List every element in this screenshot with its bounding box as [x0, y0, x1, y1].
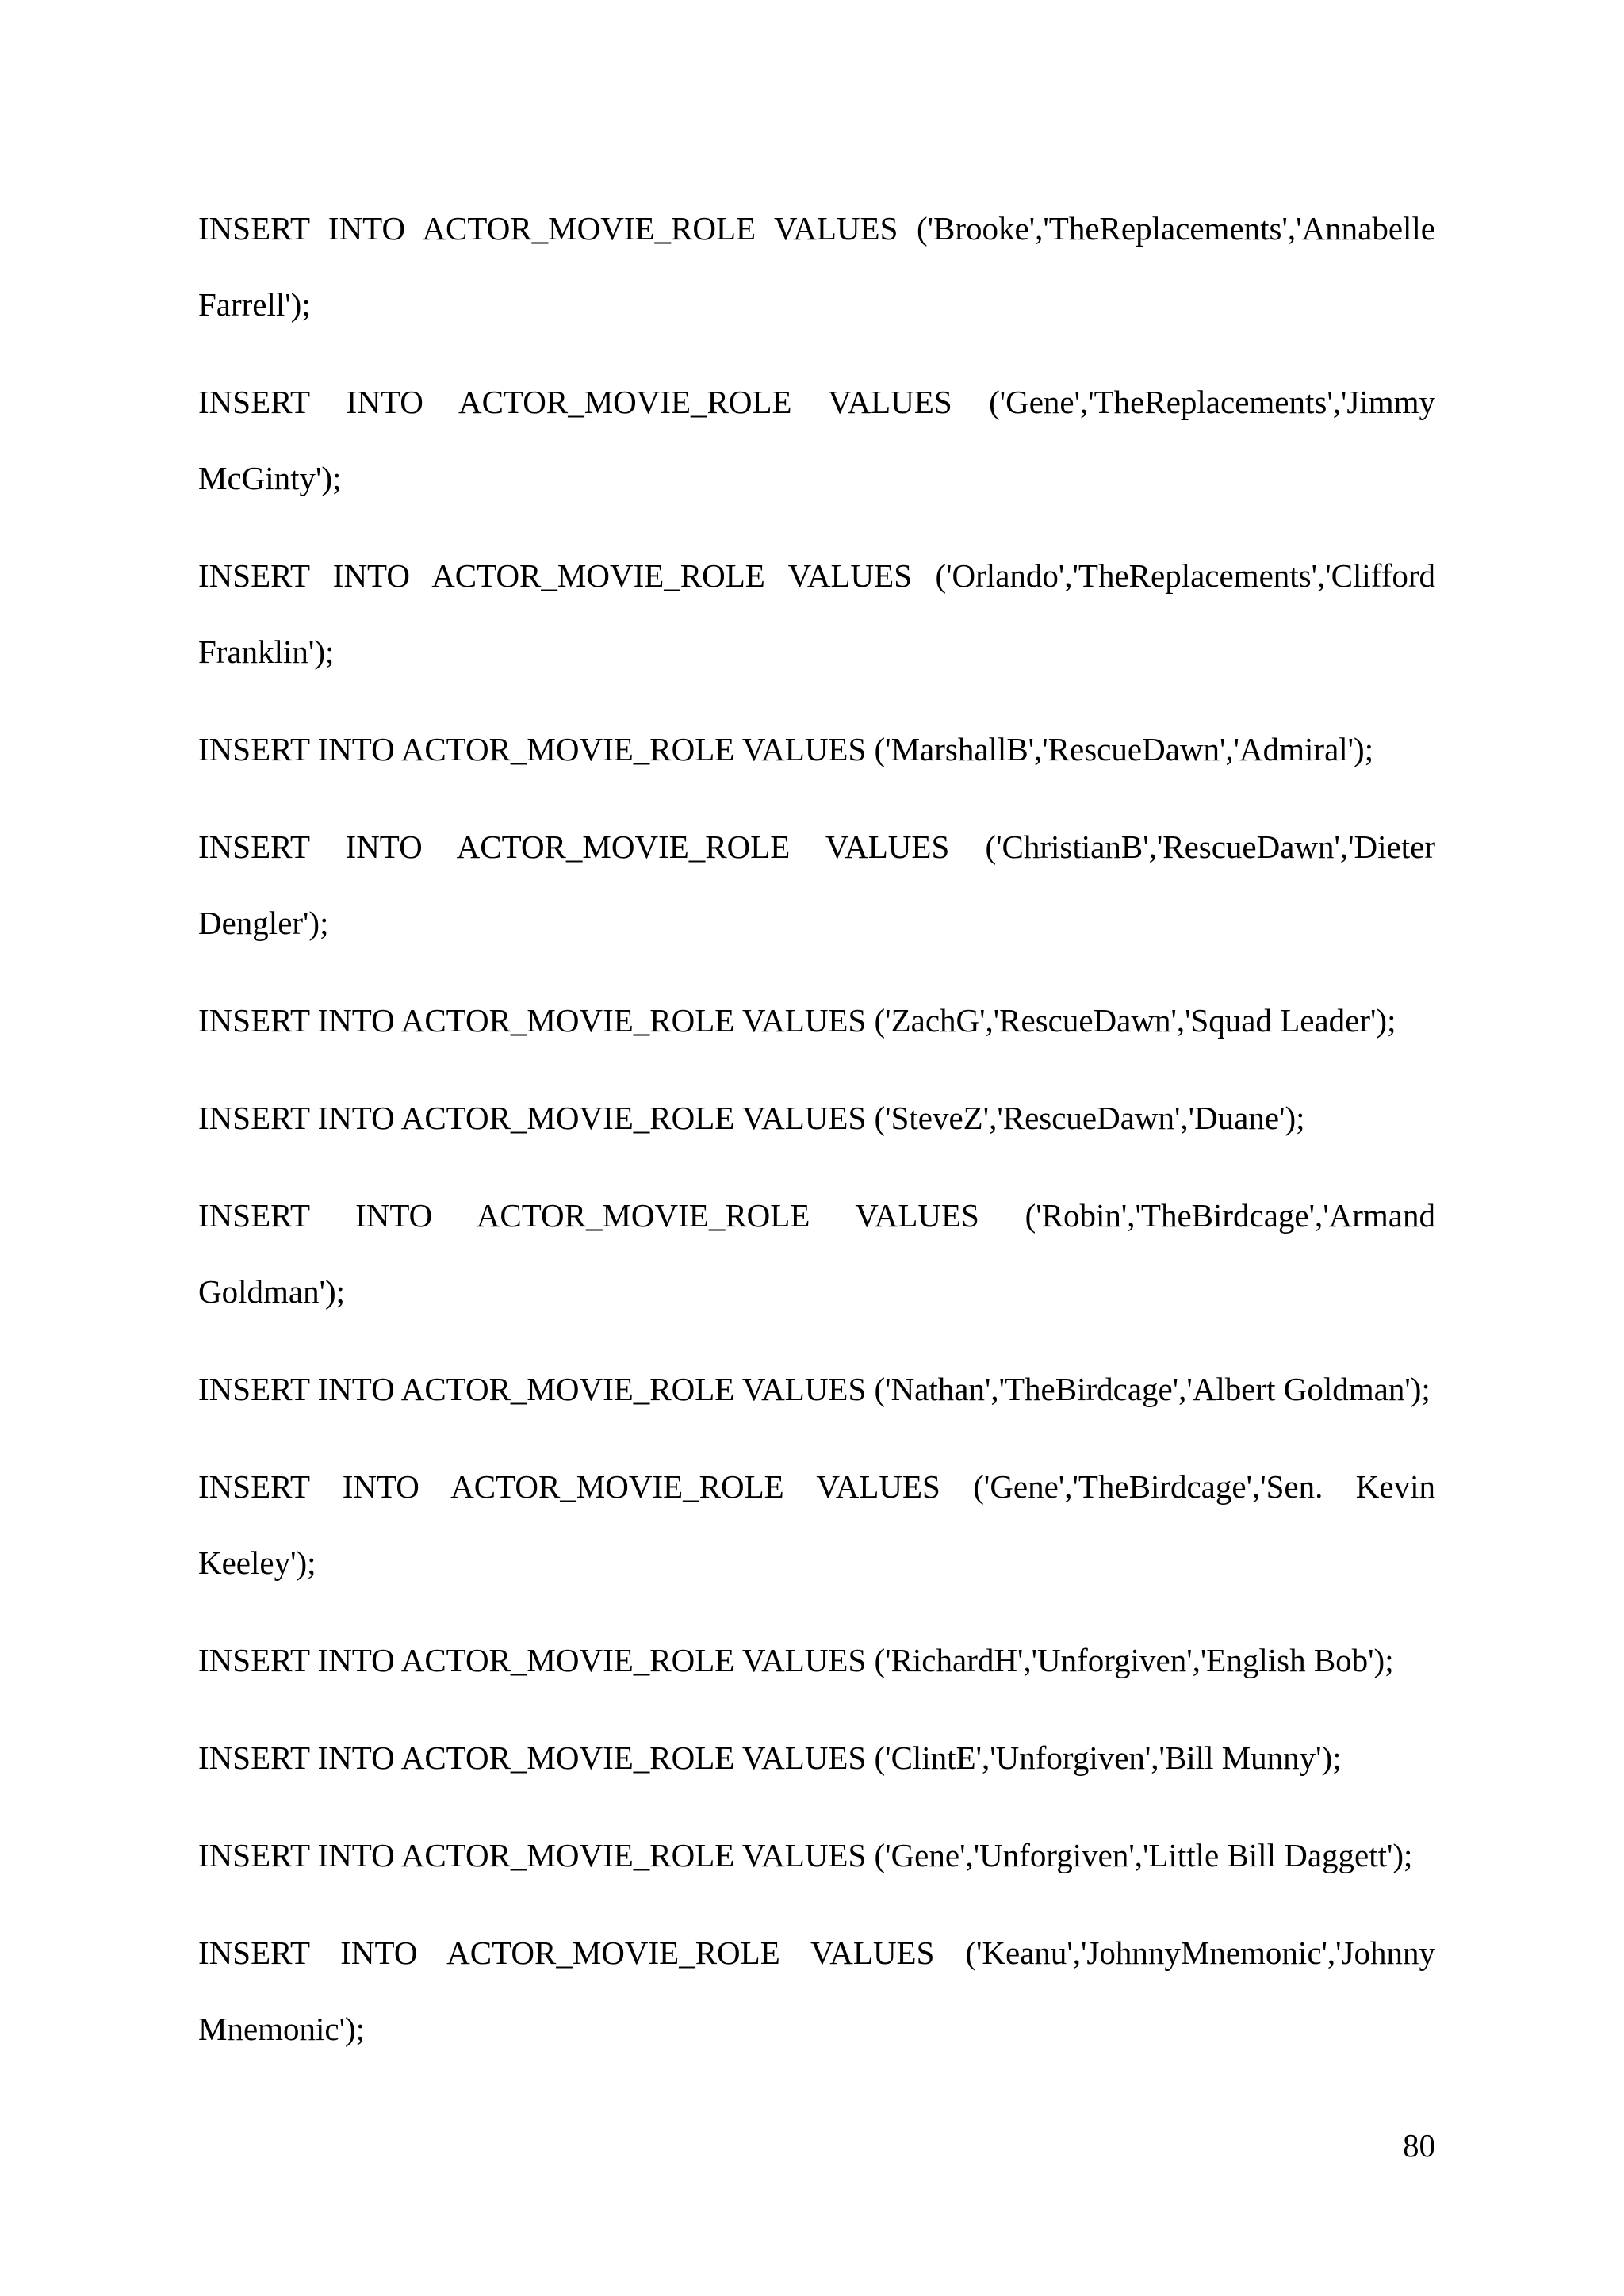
sql-statement-11: INSERT INTO ACTOR_MOVIE_ROLE VALUES ('RichardH','Unforgiven','English Bob');: [198, 1642, 1394, 1678]
sql-statement-1: INSERT INTO ACTOR_MOVIE_ROLE VALUES ('Brooke','TheReplacements','Annabelle Farrell');: [198, 210, 1435, 323]
sql-statement-9: INSERT INTO ACTOR_MOVIE_ROLE VALUES ('Nathan','TheBirdcage','Albert Goldman');: [198, 1371, 1431, 1407]
sql-statement-5: INSERT INTO ACTOR_MOVIE_ROLE VALUES ('ChristianB','RescueDawn','Dieter Dengler');: [198, 828, 1435, 941]
sql-statement-4: INSERT INTO ACTOR_MOVIE_ROLE VALUES ('MarshallB','RescueDawn','Admiral');: [198, 731, 1374, 767]
sql-statements: [198, 190, 1435, 2088]
sql-statement-6: INSERT INTO ACTOR_MOVIE_ROLE VALUES ('ZachG','RescueDawn','Squad Leader');: [198, 1002, 1396, 1039]
sql-statement-3: INSERT INTO ACTOR_MOVIE_ROLE VALUES ('Orlando','TheReplacements','Clifford Franklin');: [198, 557, 1435, 670]
sql-statement-13: INSERT INTO ACTOR_MOVIE_ROLE VALUES ('Gene','Unforgiven','Little Bill Daggett');: [198, 1837, 1413, 1873]
sql-statement-10: INSERT INTO ACTOR_MOVIE_ROLE VALUES ('Gene','TheBirdcage','Sen. Kevin Keeley');: [198, 1468, 1435, 1581]
sql-statement-12: INSERT INTO ACTOR_MOVIE_ROLE VALUES ('ClintE','Unforgiven','Bill Munny');: [198, 1739, 1342, 1776]
sql-statement-7: INSERT INTO ACTOR_MOVIE_ROLE VALUES ('SteveZ','RescueDawn','Duane');: [198, 1100, 1305, 1136]
sql-statement-2: INSERT INTO ACTOR_MOVIE_ROLE VALUES ('Gene','TheReplacements','Jimmy McGinty');: [198, 384, 1435, 496]
sql-statement-14: INSERT INTO ACTOR_MOVIE_ROLE VALUES ('Keanu','JohnnyMnemonic','Johnny Mnemonic');: [198, 1934, 1435, 2047]
sql-statement-8: INSERT INTO ACTOR_MOVIE_ROLE VALUES ('Robin','TheBirdcage','Armand Goldman');: [198, 1197, 1435, 1310]
page-number: 80: [1403, 2127, 1435, 2164]
